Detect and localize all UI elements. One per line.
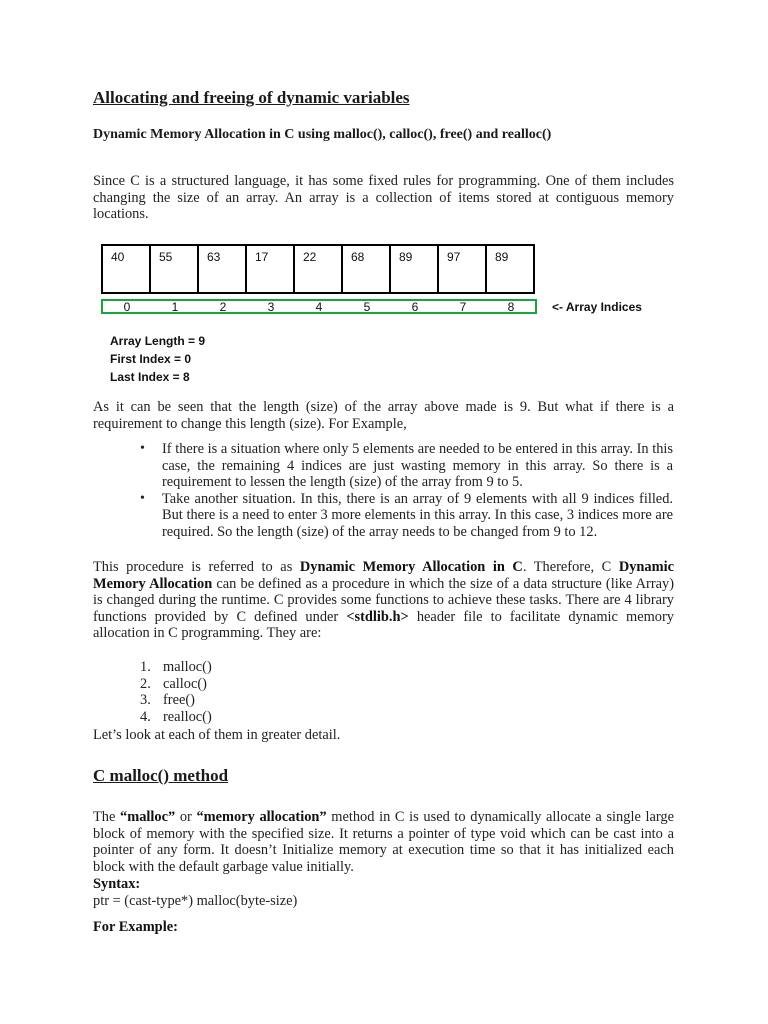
array-info bbox=[110, 332, 205, 386]
paragraph-2: As it can be seen that the length (size) of the array above made is 9. But what if there is a requirement to change this length (size). For Example, bbox=[93, 399, 674, 432]
text-run: method in C is used to dynamically allocate a single large block of memory with the specified size. It returns a pointer of type void which can be cast into a pointer of any form. It doesn’t Initialize memory at execution time so that it has initialized each block with the default garbage value initially. bbox=[93, 809, 674, 875]
bold-term: “malloc” bbox=[120, 809, 176, 825]
section-heading: C malloc() method bbox=[93, 766, 229, 785]
array-cell: 22 bbox=[295, 246, 343, 292]
paragraph-3 bbox=[93, 559, 674, 642]
list-number: 4. bbox=[140, 708, 151, 725]
malloc-paragraph bbox=[93, 809, 674, 875]
page-title: Allocating and freeing of dynamic variables bbox=[93, 88, 410, 107]
text-run: This procedure is referred to as bbox=[93, 559, 300, 575]
list-number: 1. bbox=[140, 659, 151, 675]
array-cell: 55 bbox=[151, 246, 199, 292]
lets-look-line: Let’s look at each of them in greater detail. bbox=[93, 727, 341, 743]
array-cell: 63 bbox=[199, 246, 247, 292]
array-index: 7 bbox=[459, 300, 467, 314]
syntax-code: ptr = (cast-type*) malloc(byte-size) bbox=[93, 893, 298, 909]
array-index: 4 bbox=[315, 300, 323, 314]
syntax-label-text: Syntax: bbox=[93, 876, 141, 892]
array-first-index: First Index = 0 bbox=[110, 352, 192, 366]
page-subtitle: Dynamic Memory Allocation in C using malloc(), calloc(), free() and realloc() bbox=[93, 127, 552, 142]
function-name: malloc() bbox=[163, 659, 212, 675]
array-figure bbox=[101, 244, 642, 314]
list-item bbox=[140, 659, 212, 676]
text-run: . Therefore, C bbox=[522, 559, 619, 575]
list-number: 2. bbox=[140, 675, 151, 692]
list-item bbox=[140, 441, 673, 491]
bullet-text: Take another situation. In this, there is an array of 9 elements with all 9 indices filled. But there is a need to enter 3 more elements in this array. In this case, 3 indices more are required. So the length (size) of the array needs to be changed from 9 to 12. bbox=[162, 490, 673, 540]
text-run: can be defined as a procedure in which the size of a data structure (like Array) is changed during the runtime. C provides some functions to achieve these tasks. There are 4 library functions provided by C defined under bbox=[93, 575, 674, 625]
bold-term: Dynamic Memory Allocation bbox=[93, 559, 674, 592]
array-cell: 89 bbox=[495, 250, 509, 264]
array-index: 0 bbox=[123, 300, 131, 314]
array-cell: 40 bbox=[103, 246, 151, 292]
array-cell: 68 bbox=[343, 246, 391, 292]
bold-term: “memory allocation” bbox=[196, 809, 327, 825]
text-run: or bbox=[175, 809, 197, 825]
array-last-index: Last Index = 8 bbox=[110, 370, 190, 384]
array-cells bbox=[101, 244, 535, 294]
bullet-icon: • bbox=[140, 490, 145, 506]
list-number: 3. bbox=[140, 692, 151, 709]
array-index: 3 bbox=[267, 300, 275, 314]
array-indices-label: <- Array Indices bbox=[552, 300, 642, 314]
example-label-text: For Example: bbox=[93, 919, 178, 935]
array-index: 2 bbox=[219, 300, 227, 314]
list-item bbox=[140, 676, 212, 693]
function-name: calloc() bbox=[163, 675, 207, 692]
list-item bbox=[140, 490, 673, 541]
list-item bbox=[140, 692, 212, 709]
array-cell: 97 bbox=[439, 246, 487, 292]
function-name: free() bbox=[163, 692, 195, 709]
bold-term: <stdlib.h> bbox=[346, 608, 409, 625]
example-label bbox=[93, 919, 178, 936]
array-index: 8 bbox=[507, 300, 515, 314]
array-index: 6 bbox=[411, 300, 419, 314]
bullet-icon: • bbox=[140, 441, 145, 456]
example-bullets bbox=[140, 441, 673, 541]
array-index: 1 bbox=[171, 300, 179, 314]
text-run: header file to facilitate dynamic memory allocation in C programming. They are: bbox=[93, 608, 674, 642]
bullet-text: If there is a situation where only 5 elements are needed to be entered in this array. In this case, the remaining 4 indices are just wasting memory in this array. So there is a requirement to lessen the length (size) of the array from 9 to 5. bbox=[162, 441, 673, 491]
list-item bbox=[140, 709, 212, 726]
array-length: Array Length = 9 bbox=[110, 334, 206, 348]
text-run: The bbox=[93, 809, 121, 825]
syntax-label bbox=[93, 876, 140, 893]
function-name: realloc() bbox=[163, 708, 212, 725]
intro-paragraph: Since C is a structured language, it has some fixed rules for programming. One of them includes changing the size of an array. An array is a collection of items stored at contiguous memory locations. bbox=[93, 173, 674, 223]
function-list bbox=[140, 659, 212, 725]
array-cell: 17 bbox=[247, 246, 295, 292]
array-indices bbox=[101, 299, 537, 314]
array-index: 5 bbox=[363, 300, 371, 314]
array-cell: 89 bbox=[391, 246, 439, 292]
bold-term: Dynamic Memory Allocation in C bbox=[299, 559, 523, 575]
